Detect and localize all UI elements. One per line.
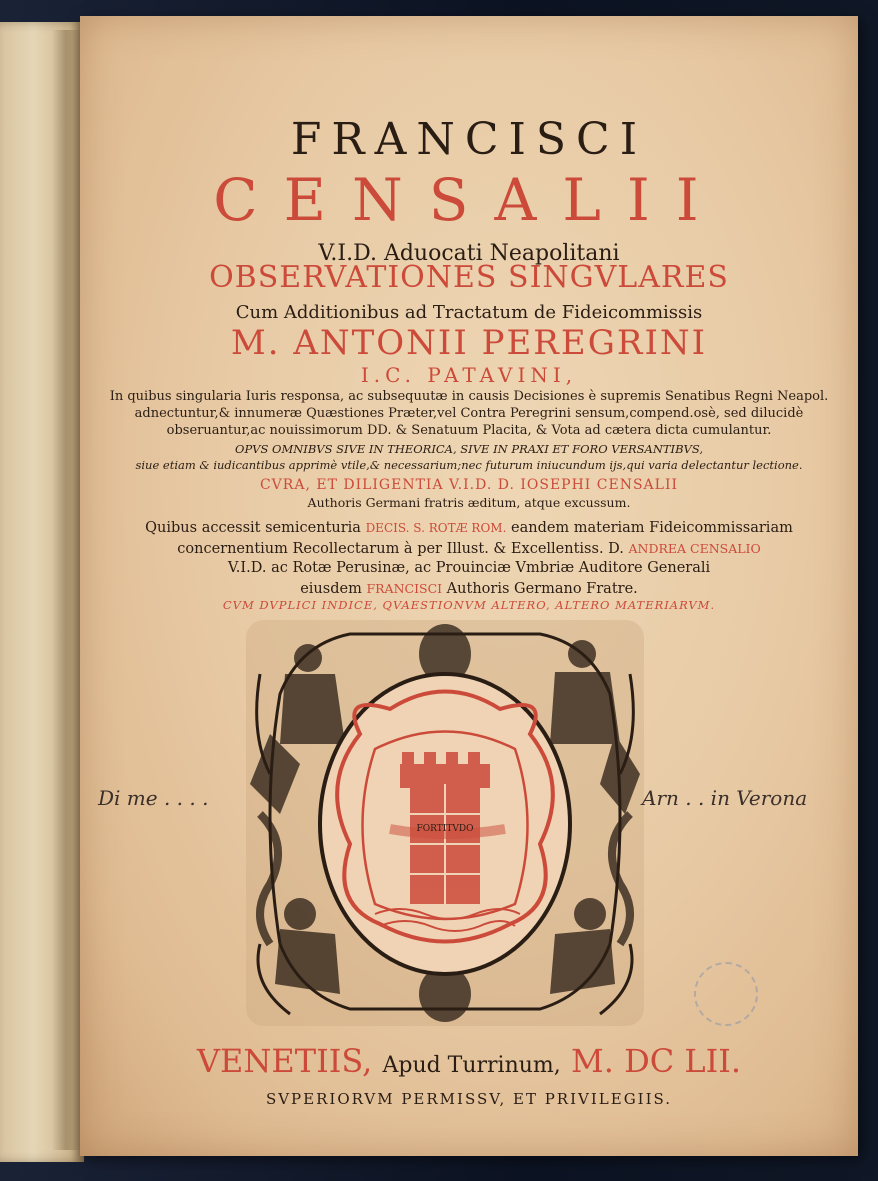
opus-line: siue etiam & iudicantibus apprimè vtile,& necessarium;nec futurum iniucundum ijs,qui varia delectantur lectione.	[135, 458, 803, 472]
cura-subline: Authoris Germani fratris æditum, atque excussum.	[307, 495, 631, 510]
library-stamp-icon	[694, 962, 758, 1026]
francisci-name: FRANCISCI	[366, 580, 443, 596]
description-block	[80, 388, 858, 439]
quibus-line: concernentium Recollectarum à per Illust. & Excellentiss. D. ANDREA CENSALIO	[177, 540, 761, 557]
imprint-line	[80, 1042, 858, 1080]
description-line: obseruantur,ac nouissimorum DD. & Senatuum Placita, & Vota ad cætera dicta cumulantur.	[166, 423, 772, 438]
imprint-year: M. DC LII.	[570, 1042, 742, 1080]
book-title: OBSERVATIONES SINGVLARES	[209, 260, 729, 295]
description-line: In quibus singularia Iuris responsa, ac subsequutæ in causis Decisiones è supremis Senatibus Regni Neapol.	[109, 389, 829, 404]
description-line: adnectuntur,& innumeræ Quæstiones Præter,vel Contra Peregrini sensum,compend.osè, sed dilucidè	[134, 406, 804, 421]
subtitle: Cum Additionibus ad Tractatum de Fideicommissis	[235, 302, 703, 323]
cura-block	[80, 476, 858, 512]
imprint-place: VENETIIS,	[196, 1042, 373, 1080]
opus-block	[80, 441, 858, 473]
emblem-motto: FORTITVDO	[416, 824, 474, 834]
imprint-printer: Apud Turrinum,	[382, 1053, 561, 1078]
quibus-block	[80, 519, 858, 599]
opus-line: OPVS OMNIBVS SIVE IN THEORICA, SIVE IN PRAXI ET FORO VERSANTIBVS,	[235, 442, 703, 456]
manuscript-inscription-left: Di me . . . .	[98, 786, 209, 810]
cum-indice: CVM DVPLICI INDICE, QVAESTIONVM ALTERO, ALTERO MATERIARVM.	[222, 598, 716, 612]
privilege-line: SVPERIORVM PERMISSV, ET PRIVILEGIIS.	[265, 1090, 673, 1108]
book-spine	[52, 30, 80, 1150]
second-author-title: I.C. PATAVINI,	[360, 363, 578, 387]
decis-rotae: DECIS. S. ROTÆ ROM.	[365, 521, 507, 535]
manuscript-inscription-right: Arn . . in Verona	[642, 786, 808, 810]
andrea-censalio: ANDREA CENSALIO	[628, 540, 761, 556]
printer-device-woodcut-icon	[240, 614, 650, 1032]
second-author: M. ANTONII PEREGRINI	[230, 323, 708, 363]
cura-line: CVRA, ET DILIGENTIA V.I.D. D. IOSEPHI CENSALII	[259, 477, 679, 493]
author-firstname: FRANCISCI	[290, 114, 648, 165]
title-page	[80, 16, 858, 1156]
quibus-line: Quibus accessit semicenturia DECIS. S. ROTÆ ROM. eandem materiam Fideicommissariam	[145, 520, 793, 536]
quibus-line: eiusdem FRANCISCI Authoris Germano Fratre.	[300, 580, 638, 597]
author-surname: CENSALII	[213, 166, 725, 234]
quibus-line: V.I.D. ac Rotæ Perusinæ, ac Prouinciæ Vmbriæ Auditore Generali	[227, 560, 711, 576]
author-title: V.I.D. Aduocati Neapolitani	[318, 241, 620, 266]
